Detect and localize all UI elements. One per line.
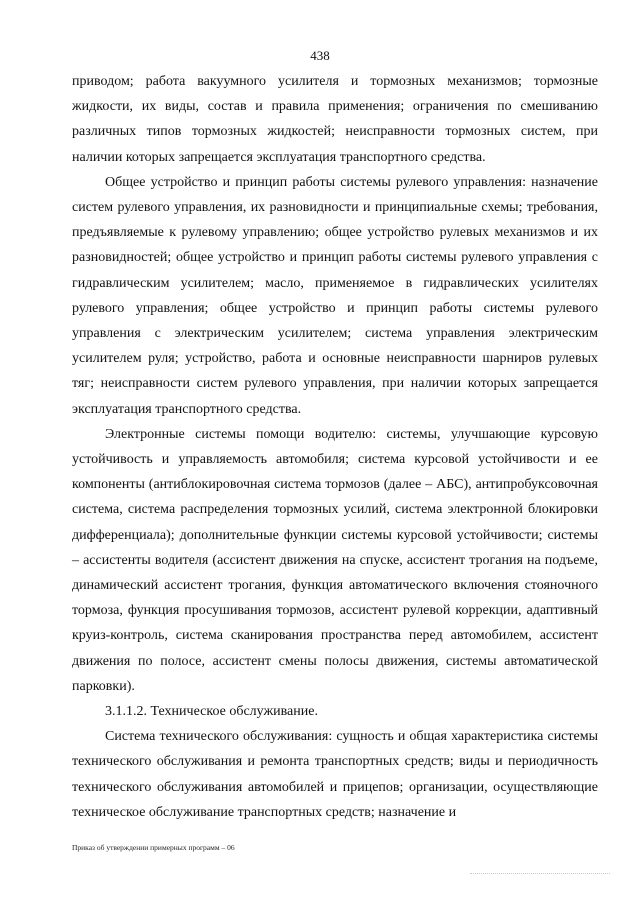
paragraph-steering-system: Общее устройство и принцип работы системы рулевого управления: назначение систем рулевого управления, их разновидности и принципиальные схемы; требования, предъявляемые к рулевому управлению; общее устройство рулевых механизмов и их разновидностей; общее устройство и принцип работы системы рулевого управления с гидравлическим усилителем; масло, применяемое в гидравлических усилителях рулевого управления; общее устройство и принцип работы системы рулевого управления с электрическим усилителем; система управления электрическим усилителем руля; устройство, работа и основные неисправности шарниров рулевых тяг; неисправности систем рулевого управления, при наличии которых запрещается эксплуатация транспортного средства. — [72, 174, 598, 417]
scan-artifact-divider — [470, 873, 610, 874]
document-body — [72, 69, 598, 825]
section-heading-maintenance: 3.1.1.2. Техническое обслуживание. — [105, 704, 318, 720]
paragraph-maintenance-system: Система технического обслуживания: сущность и общая характеристика системы технического обслуживания и ремонта транспортных средств; виды и периодичность технического обслуживания автомобилей и прицепов; организации, осуществляющие техническое обслуживание транспортных средств; назначение и — [72, 729, 598, 820]
paragraph-driver-assistance: Электронные системы помощи водителю: системы, улучшающие курсовую устойчивость и управляемость автомобиля; система курсовой устойчивости и ее компоненты (антиблокировочная система тормозов (далее – АБС), антипробуксовочная система, система распределения тормозных усилий, система электронной блокировки дифференциала); дополнительные функции системы курсовой устойчивости; системы – ассистенты водителя (ассистент движения на спуске, ассистент трогания на подъеме, динамический ассистент трогания, функция автоматического включения стояночного тормоза, функция просушивания тормозов, ассистент рулевой коррекции, адаптивный круиз-контроль, система сканирования пространства перед автомобилем, ассистент движения по полосе, ассистент смены полосы движения, системы автоматической парковки). — [72, 426, 598, 694]
page-number: 438 — [310, 48, 330, 63]
footer-order-reference: Приказ об утверждении примерных программ – 06 — [72, 843, 235, 852]
paragraph-brakes-continued: приводом; работа вакуумного усилителя и тормозных механизмов; тормозные жидкости, их виды, состав и правила применения; ограничения по смешиванию различных типов тормозных жидкостей; неисправности тормозных систем, при наличии которых запрещается эксплуатация транспортного средства. — [72, 74, 598, 165]
